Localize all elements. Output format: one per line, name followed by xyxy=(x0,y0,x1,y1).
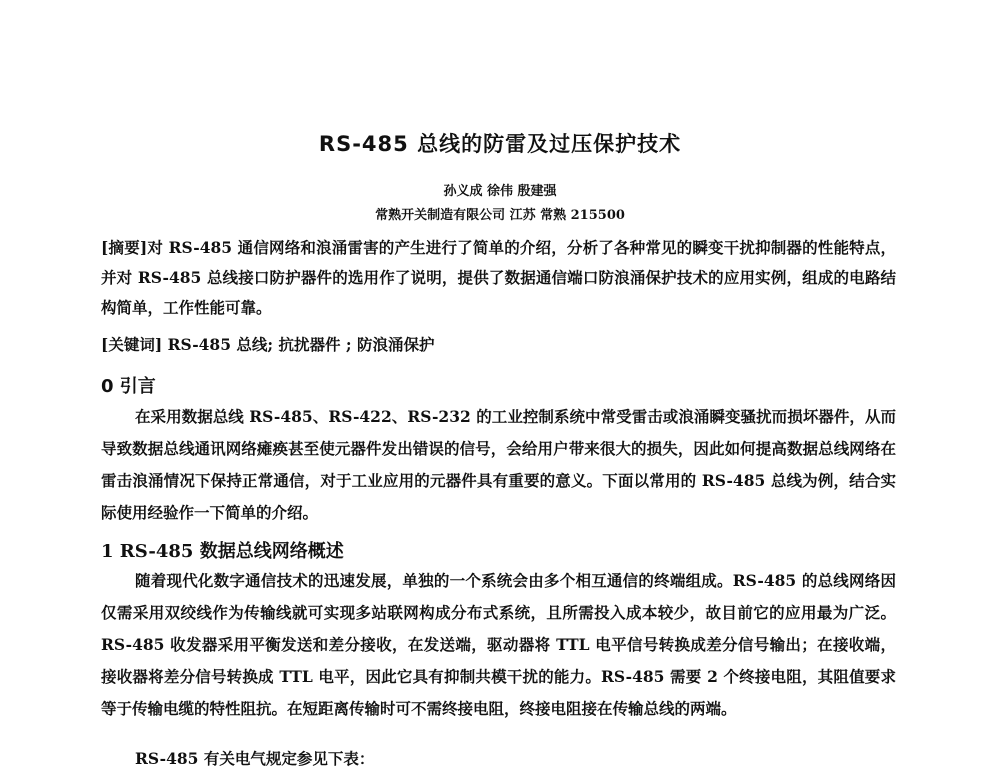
keywords xyxy=(101,330,896,360)
paper-title: RS-485 总线的防雷及过压保护技术 xyxy=(318,132,682,156)
introduction-paragraph: 在采用数据总线 RS-485、RS-422、RS-232 的工业控制系统中常受雷击或浪涌瞬变骚扰而损坏器件，从而导致数据总线通讯网络瘫痪甚至使元器件发出错误的信号，会给用户带来很大的损失，因此如何提高数据总线网络在雷击浪涌情况下保持正常通信，对于工业应用的元器件具有重要的意义。下面以常用的 RS-485 总线为例，结合实际使用经验作一下简单的介绍。 xyxy=(101,407,896,522)
keywords-label: [关键词] xyxy=(101,335,163,354)
keywords-text: RS-485 总线; 抗扰器件 ; 防浪涌保护 xyxy=(162,335,435,354)
overview-paragraph: 随着现代化数字通信技术的迅速发展，单独的一个系统会由多个相互通信的终端组成。RS-485 的总线网络因仅需采用双绞线作为传输线就可实现多站联网构成分布式系统，且所需投入成本较少，故目前它的应用最为广泛。RS-485 收发器采用平衡发送和差分接收，在发送端，驱动器将 TTL 电平信号转换成差分信号输出；在接收端，接收器将差分信号转换成 TTL 电平，因此它具有抑制共模干扰的能力。RS-485 需要 2 个终接电阻，其阻值要求等于传输电缆的特性阻抗。在短距离传输时可不需终接电阻，终接电阻接在传输总线的两端。 xyxy=(101,571,896,718)
affiliation: 常熟开关制造有限公司 江苏 常熟 215500 xyxy=(375,208,625,223)
abstract xyxy=(101,233,896,323)
abstract-label: [摘要] xyxy=(101,238,148,257)
section-heading-introduction: 0 引言 xyxy=(101,376,156,397)
section-heading-overview: 1 RS-485 数据总线网络概述 xyxy=(101,541,344,562)
table-intro-line: RS-485 有关电气规定参见下表： xyxy=(135,749,375,768)
author-list: 孙义成 徐伟 殷建强 xyxy=(443,184,557,199)
abstract-text: 对 RS-485 通信网络和浪涌雷害的产生进行了简单的介绍，分析了各种常见的瞬变干扰抑制器的性能特点，并对 RS-485 总线接口防护器件的选用作了说明，提供了数据通信端口防浪涌保护技术的应用实例，组成的电路结构简单，工作性能可靠。 xyxy=(101,238,897,317)
